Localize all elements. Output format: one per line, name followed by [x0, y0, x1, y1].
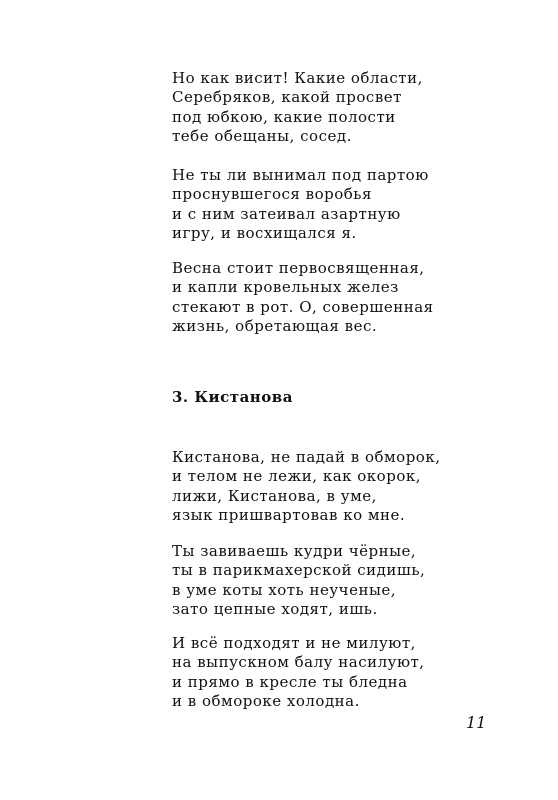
stanza-5: [172, 542, 425, 619]
poem-line: Ты завиваешь кудри чёрные,: [172, 542, 417, 560]
poem-line: в уме коты хоть неученые,: [172, 580, 397, 599]
poem-line: жизнь, обретающая вес.: [172, 316, 378, 335]
stanza-4: [172, 448, 440, 525]
poem-line: зато цепные ходят, ишь.: [172, 599, 378, 618]
poem-line: и телом не лежи, как окорок,: [172, 467, 421, 486]
poem-line: Кистанова, не падай в обморок,: [172, 448, 441, 466]
stanza-1: [172, 69, 423, 146]
page-number: 11: [466, 713, 487, 732]
stanza-2: [172, 166, 429, 243]
poem-line: Не ты ли вынимал под партою: [172, 166, 429, 184]
poem-line: под юбкою, какие полости: [172, 107, 396, 126]
poem-line: игру, и восхищался я.: [172, 223, 357, 242]
poem-line: стекают в рот. О, совершенная: [172, 297, 434, 316]
poem-line: И всё подходят и не милуют,: [172, 634, 416, 652]
stanza-3: [172, 259, 434, 336]
poem-line: и в обмороке холодна.: [172, 691, 360, 710]
poem-line: Но как висит! Какие области,: [172, 69, 423, 87]
poem-line: лижи, Кистанова, в уме,: [172, 486, 377, 505]
poem-line: тебе обещаны, сосед.: [172, 126, 352, 145]
stanza-6: [172, 634, 425, 711]
poem-line: и с ним затеивал азартную: [172, 204, 401, 223]
poem-line: и капли кровельных желез: [172, 278, 399, 297]
poem-line: Серебряков, какой просвет: [172, 88, 402, 107]
poem-line: на выпускном балу насилуют,: [172, 653, 425, 672]
poem-line: проснувшегося воробья: [172, 185, 372, 204]
poem-line: язык пришвартовав ко мне.: [172, 505, 406, 524]
section-heading: 3. Кистанова: [172, 388, 293, 406]
poem-line: Весна стоит первосвященная,: [172, 259, 425, 277]
poem-line: и прямо в кресле ты бледна: [172, 672, 408, 691]
poem-line: ты в парикмахерской сидишь,: [172, 561, 426, 580]
